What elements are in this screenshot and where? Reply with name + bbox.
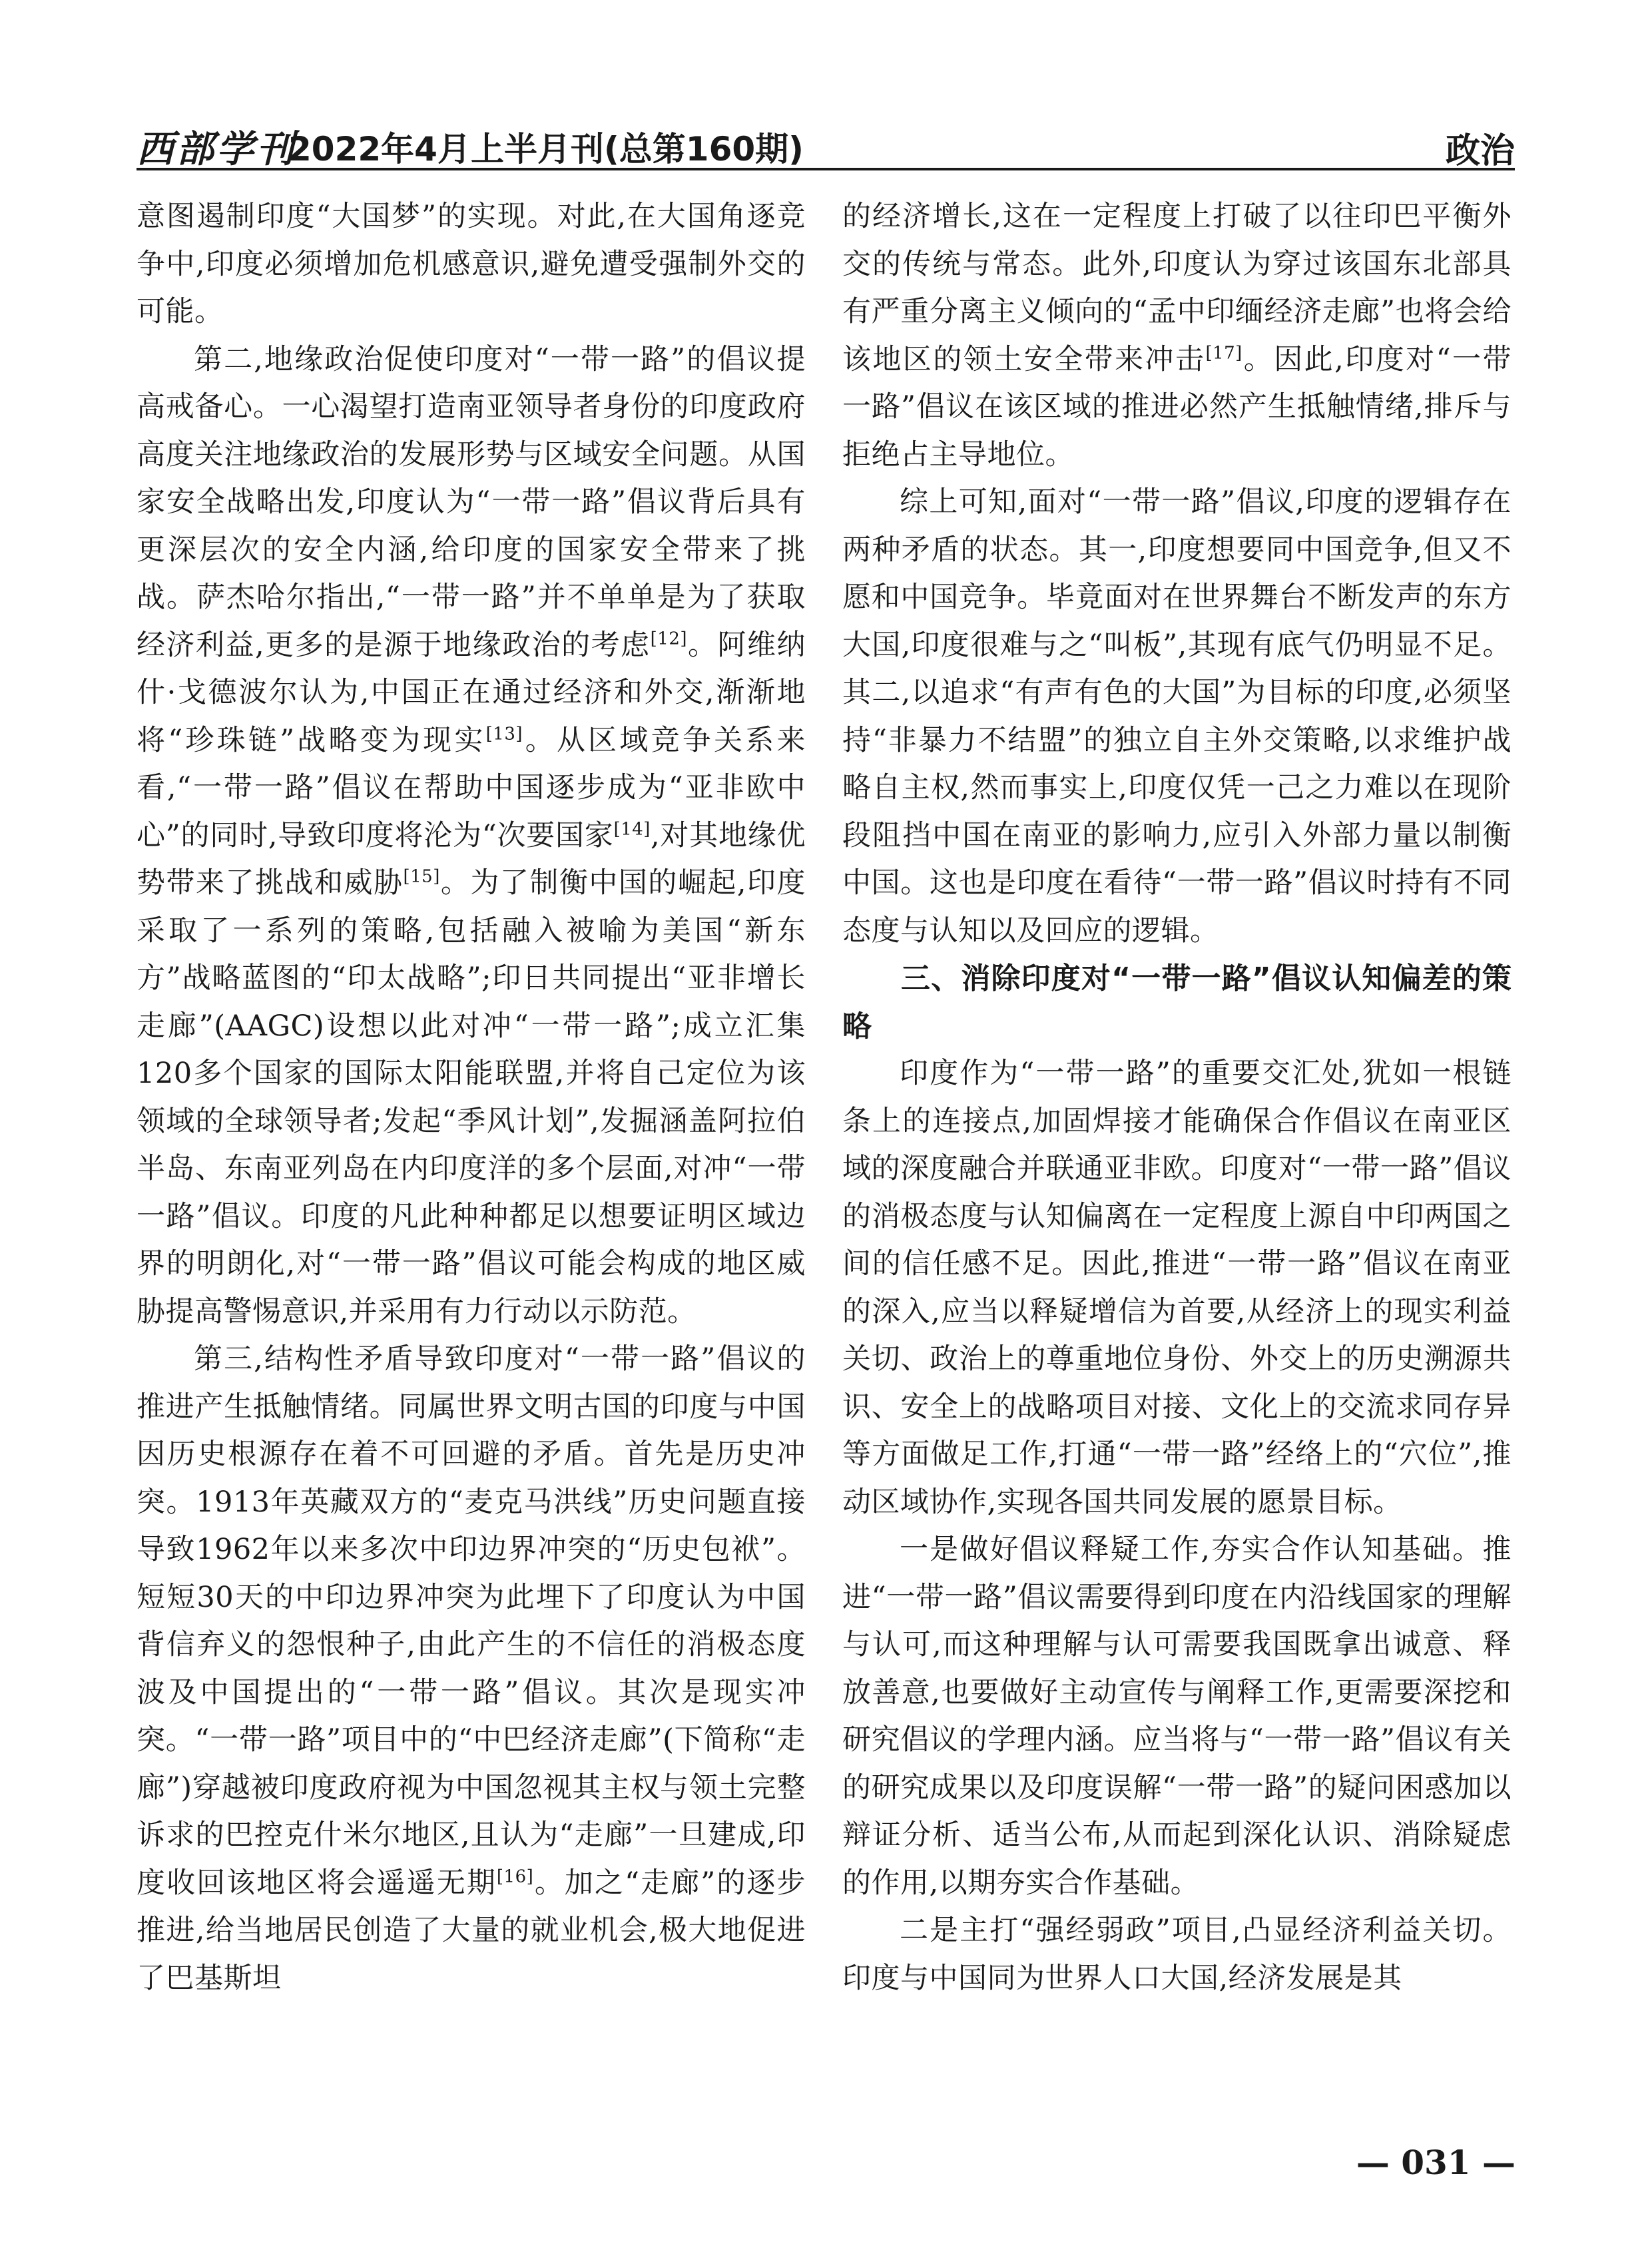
right-column [842, 193, 1512, 2002]
citation: [17] [1205, 343, 1242, 364]
citation: [16] [496, 1866, 534, 1887]
citation: [15] [403, 866, 440, 887]
journal-logo: 西部学刊 [137, 127, 296, 171]
paragraph: 第二,地缘政治促使印度对“一带一路”的倡议提高戒备心。一心渴望打造南亚领导者身份的印度政府高度关注地缘政治的发展形势与区域安全问题。从国家安全战略出发,印度认为“一带一路”倡议背后具有更深层次的安全内涵,给印度的国家安全带来了挑战。萨杰哈尔指出,“一带一路”并不单单是为了获取经济利益,更多的是源于地缘政治的考虑[12]。阿维纳什·戈德波尔认为,中国正在通过经济和外交,渐渐地将“珍珠链”战略变为现实[13]。从区域竞争关系来看,“一带一路”倡议在帮助中国逐步成为“亚非欧中心”的同时,导致印度将沦为“次要国家[14],对其地缘优势带来了挑战和威胁[15]。为了制衡中国的崛起,印度采取了一系列的策略,包括融入被喻为美国“新东方”战略蓝图的“印太战略”;印日共同提出“亚非增长走廊”(AAGC)设想以此对冲“一带一路”;成立汇集120多个国家的国际太阳能联盟,并将自己定位为该领域的全球领导者;发起“季风计划”,发掘涵盖阿拉伯半岛、东南亚列岛在内印度洋的多个层面,对冲“一带一路”倡议。印度的凡此种种都足以想要证明区域边界的明朗化,对“一带一路”倡议可能会构成的地区威胁提高警惕意识,并采用有力行动以示防范。 [137, 342, 806, 1328]
paragraph: 印度作为“一带一路”的重要交汇处,犹如一根链条上的连接点,加固焊接才能确保合作倡议在南亚区域的深度融合并联通亚非欧。印度对“一带一路”倡议的消极态度与认知偏离在一定程度上源自中印两国之间的信任感不足。因此,推进“一带一路”倡议在南亚的深入,应当以释疑增信为首要,从经济上的现实利益关切、政治上的尊重地位身份、外交上的历史溯源共识、安全上的战略项目对接、文化上的交流求同存异等方面做足工作,打通“一带一路”经络上的“穴位”,推动区域协作,实现各国共同发展的愿景目标。 [842, 1057, 1512, 1519]
page-number: — 031 — [1356, 2143, 1515, 2182]
section-label: 政治 [1445, 131, 1515, 171]
section-heading: 三、消除印度对“一带一路”倡议认知偏差的策略 [842, 962, 1512, 1043]
paragraph: 的经济增长,这在一定程度上打破了以往印巴平衡外交的传统与常态。此外,印度认为穿过该国东北部具有严重分离主义倾向的“孟中印缅经济走廊”也将会给该地区的领土安全带来冲击[17]。因此,印度对“一带一路”倡议在该区域的推进必然产生抵触情绪,排斥与拒绝占主导地位。 [842, 200, 1512, 471]
left-column [137, 193, 806, 2002]
citation: [12] [650, 629, 688, 649]
paragraph: 二是主打“强经弱政”项目,凸显经济利益关切。印度与中国同为世界人口大国,经济发展是其 [842, 1914, 1512, 1995]
paragraph: 意图遏制印度“大国梦”的实现。对此,在大国角逐竞争中,印度必须增加危机感意识,避免遭受强制外交的可能。 [137, 200, 806, 328]
citation: [14] [613, 819, 651, 840]
citation: [13] [485, 724, 523, 744]
paragraph: 第三,结构性矛盾导致印度对“一带一路”倡议的推进产生抵触情绪。同属世界文明古国的印度与中国因历史根源存在着不可回避的矛盾。首先是历史冲突。1913年英藏双方的“麦克马洪线”历史问题直接导致1962年以来多次中印边界冲突的“历史包袱”。短短30天的中印边界冲突为此埋下了印度认为中国背信弃义的怨恨种子,由此产生的不信任的消极态度波及中国提出的“一带一路”倡议。其次是现实冲突。“一带一路”项目中的“中巴经济走廊”(下简称“走廊”)穿越被印度政府视为中国忽视其主权与领土完整诉求的巴控克什米尔地区,且认为“走廊”一旦建成,印度收回该地区将会遥遥无期[16]。加之“走廊”的逐步推进,给当地居民创造了大量的就业机会,极大地促进了巴基斯坦 [137, 1342, 806, 1995]
page-header [137, 115, 1515, 170]
paragraph: 综上可知,面对“一带一路”倡议,印度的逻辑存在两种矛盾的状态。其一,印度想要同中国竞争,但又不愿和中国竞争。毕竟面对在世界舞台不断发声的东方大国,印度很难与之“叫板”,其现有底气仍明显不足。其二,以追求“有声有色的大国”为目标的印度,必须坚持“非暴力不结盟”的独立自主外交策略,以求维护战略自主权,然而事实上,印度仅凭一己之力难以在现阶段阻挡中国在南亚的影响力,应引入外部力量以制衡中国。这也是印度在看待“一带一路”倡议时持有不同态度与认知以及回应的逻辑。 [842, 485, 1512, 948]
issue-info: 2022年4月上半月刊(总第160期) [288, 130, 804, 168]
paragraph: 一是做好倡议释疑工作,夯实合作认知基础。推进“一带一路”倡议需要得到印度在内沿线国家的理解与认可,而这种理解与认可需要我国既拿出诚意、释放善意,也要做好主动宣传与阐释工作,更需要深挖和研究倡议的学理内涵。应当将与“一带一路”倡议有关的研究成果以及印度误解“一带一路”的疑问困惑加以辩证分析、适当公布,从而起到深化认识、消除疑虑的作用,以期夯实合作基础。 [842, 1533, 1512, 1900]
